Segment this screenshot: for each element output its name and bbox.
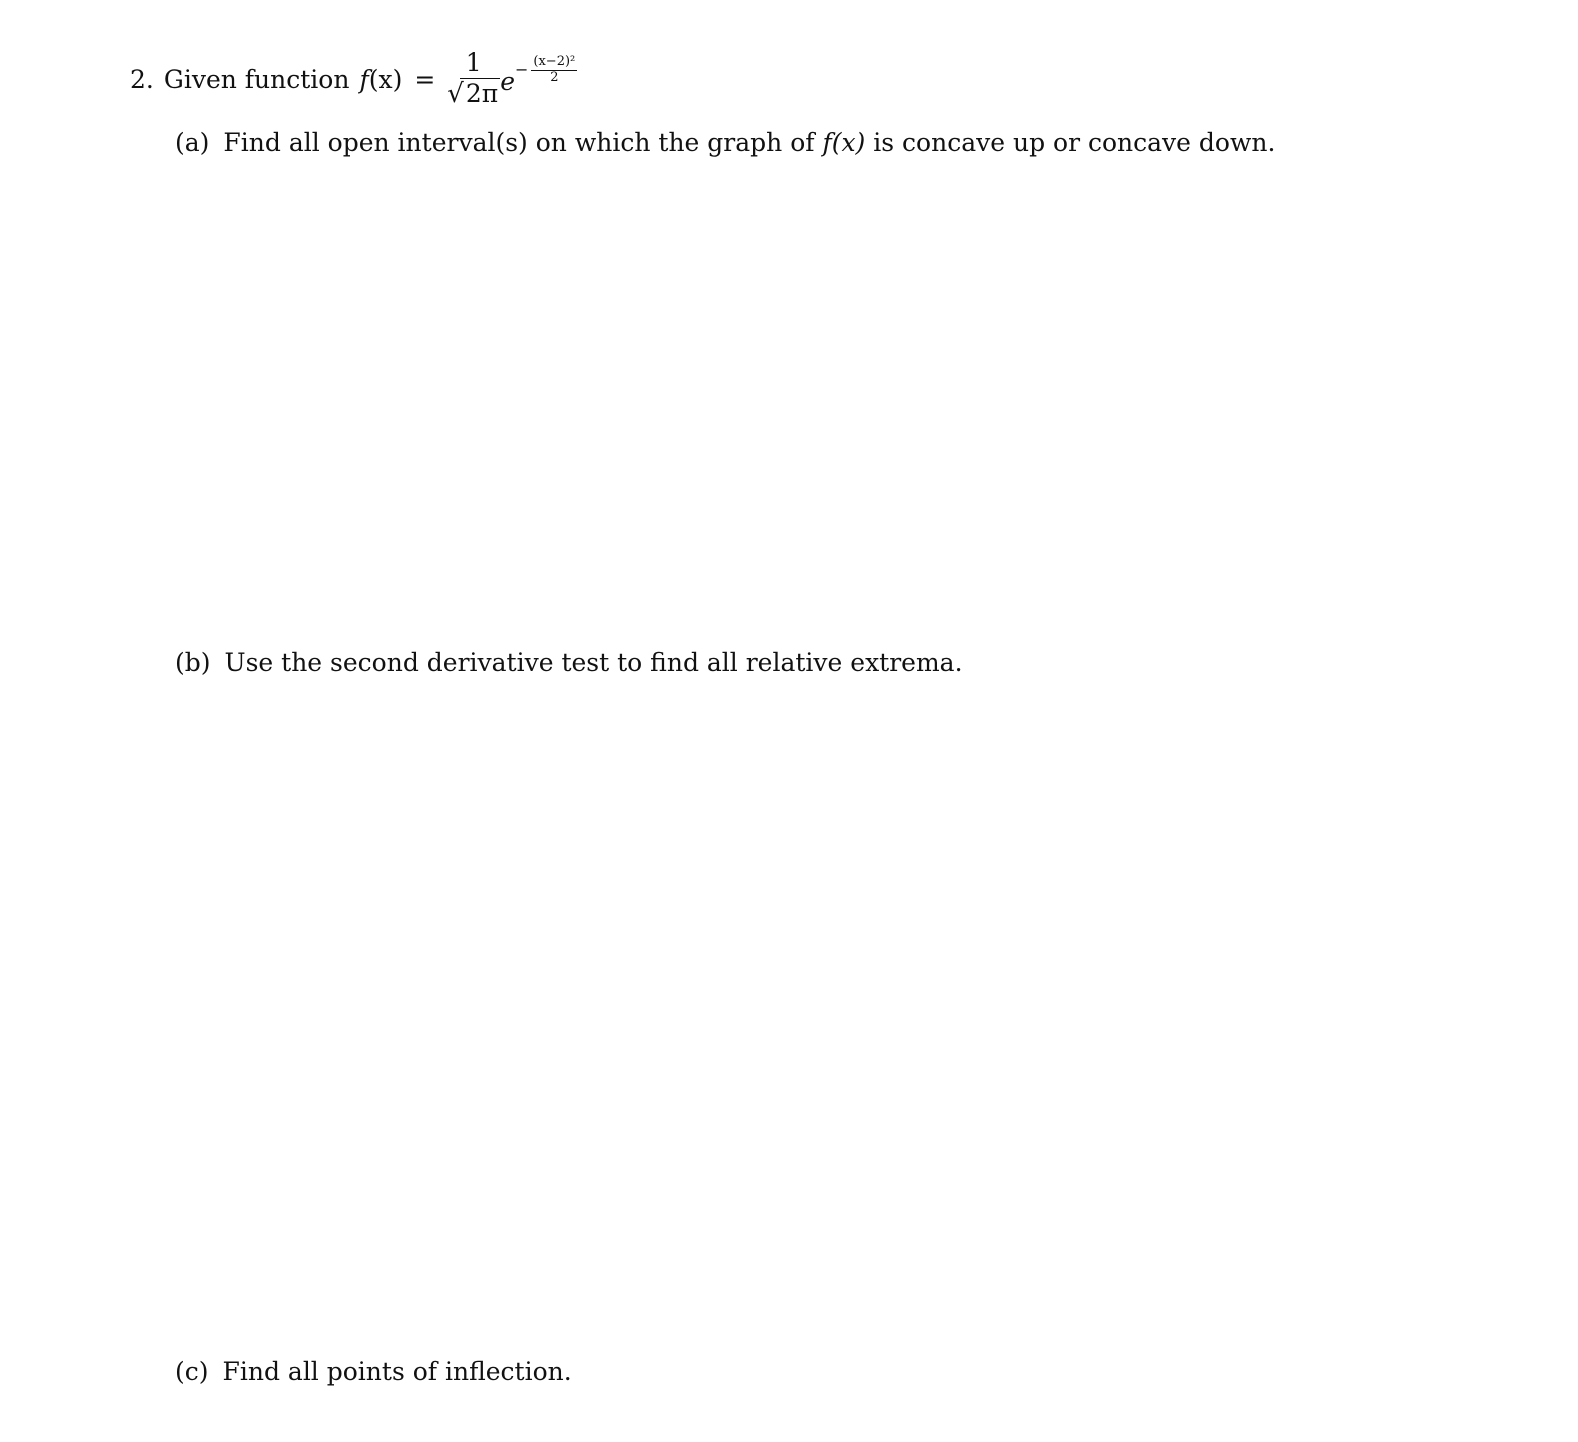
function-name: f (359, 64, 369, 94)
problem-lead-text: Given function (163, 64, 350, 94)
part-c-text: Find all points of inflection. (222, 1357, 572, 1386)
problem-statement (130, 44, 577, 114)
problem-number: 2. (130, 64, 154, 94)
equals-sign: = (414, 64, 436, 94)
exponent-fraction (531, 55, 577, 86)
part-a-label: (a) (175, 128, 210, 157)
part-a (175, 128, 1275, 158)
fraction-numerator: 1 (460, 49, 488, 80)
part-b-label: (b) (175, 648, 211, 677)
fraction-denominator (447, 79, 500, 109)
function-expression (359, 65, 402, 94)
exponential-base: e (500, 66, 515, 96)
part-a-math: f(x) (822, 128, 866, 157)
part-c (175, 1357, 572, 1387)
square-root-sign: √ (447, 79, 464, 110)
square-root-radicand: 2π (465, 79, 499, 109)
exponential-term (500, 53, 577, 96)
coefficient-fraction (447, 49, 500, 109)
part-a-text-after: is concave up or concave down. (873, 128, 1276, 157)
function-argument: (x) (368, 64, 403, 94)
exponent-minus-sign: − (515, 60, 529, 80)
part-a-text-before: Find all open interval(s) on which the graph of (223, 128, 815, 157)
exponent (515, 55, 577, 86)
exponent-denominator: 2 (550, 69, 559, 85)
part-c-label: (c) (175, 1357, 209, 1386)
part-b-text: Use the second derivative test to find all relative extrema. (224, 648, 963, 677)
part-b (175, 648, 963, 678)
exponent-numerator: (x−2)² (531, 55, 577, 71)
